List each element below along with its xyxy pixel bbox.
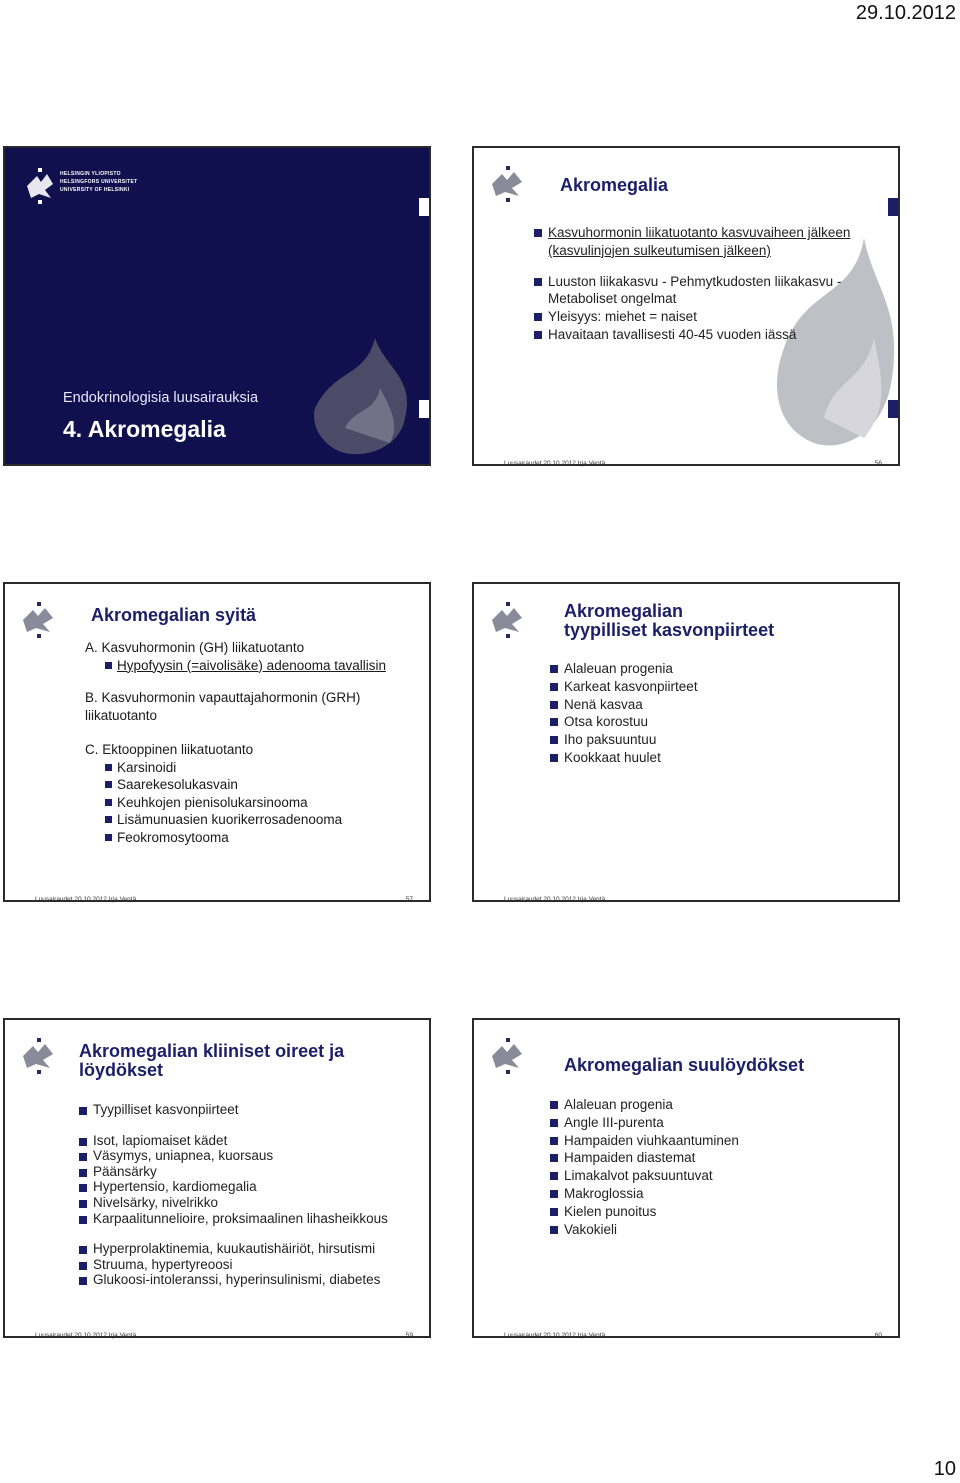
print-date: 29.10.2012 [855,2,956,24]
slide-title: Akromegalia [560,175,669,195]
university-logo-icon [488,602,528,638]
page-number: 10 [933,1458,956,1480]
icd-code: ICD10 = E22.0 [63,512,182,532]
list-item: Otsa korostuu [550,713,880,731]
list-item: Päänsärky [79,1164,424,1180]
university-logo-icon [488,1038,528,1074]
list-item: Tyypilliset kasvonpiirteet [79,1102,424,1118]
list-item: Keuhkojen pienisolukarsinooma [105,794,415,812]
list-item: Hypofyysin (=aivolisäke) adenooma tavallisin [105,657,415,675]
list-item: Hypertensio, kardiomegalia [79,1179,424,1195]
list-item: Lisämunuasien kuorikerrosadenooma [105,811,415,829]
section-a: A. Kasvuhormonin (GH) liikatuotanto Hypofyysin (=aivolisäke) adenooma tavallisin [85,639,415,674]
slide-title: Akromegalian suulöydökset [564,1055,805,1075]
list-item: Saarekesolukasvain [105,776,415,794]
list-item: Nenä kasvaa [550,696,880,714]
list-item: Kielen punoitus [550,1203,880,1221]
list-item: Kasvuhormonin liikatuotanto kasvuvaiheen jälkeen (kasvulinjojen sulkeutumisen jälkeen) [534,224,874,260]
slide-subtitle: Endokrinologisia luusairauksia [63,390,259,406]
slide-56: Akromegalia Kasvuhormonin liikatuotanto kasvuvaiheen jälkeen (kasvulinjojen sulkeutumisen jälkeen) Luuston liikakasvu - Pehmytkudosten liikakasvu - Metaboliset ongelmat Yleisyys: miehet = naiset Havaitaan tavallisesti 40-45 vuoden iässä Luusairaudet 20.10.2012 Irja Ventä 56 [472,146,900,466]
list-item: Luuston liikakasvu - Pehmytkudosten liikakasvu - Metaboliset ongelmat [534,273,874,309]
slide-main-title: 4. Akromegalia [63,416,226,442]
university-logo-icon [19,1038,59,1074]
slide-title: Akromegalian tyypilliset kasvonpiirteet [564,601,775,640]
list-item: Karkeat kasvonpiirteet [550,678,880,696]
slide-58: Akromegalian tyypilliset kasvonpiirteet Alaleuan progenia Karkeat kasvonpiirteet Nenä kasvaa Otsa korostuu Iho paksuuntuu Kookkaat huulet Luusairaudet 20.10.2012 Irja Ventä [472,582,900,902]
list-item: Kookkaat huulet [550,749,880,767]
list-item: Yleisyys: miehet = naiset [534,308,874,326]
slide-57: Akromegalian syitä A. Kasvuhormonin (GH) liikatuotanto Hypofyysin (=aivolisäke) adenooma tavallisin B. Kasvuhormonin vapauttajahormonin (GRH) liikatuotanto C. Ektooppinen liikatuotanto Karsinoidi Saarekesolukasvain Keuhkojen pienisolukarsinooma Lisämunuasien kuorikerrosadenooma Feokromosytooma Luusairaudet 20.10.2012 Irja Ventä 57 [3,582,431,902]
list-item: Nivelsärky, nivelrikko [79,1195,424,1211]
bullet-list [550,660,880,767]
list-item: Hyperprolaktinemia, kuukautishäiriöt, hirsutismi [79,1241,424,1257]
bullet-list [534,224,874,344]
bullet-list [550,1096,880,1238]
slide-title: Akromegalian syitä [91,605,257,625]
list-item: Iho paksuuntuu [550,731,880,749]
section-c: C. Ektooppinen liikatuotanto Karsinoidi Saarekesolukasvain Keuhkojen pienisolukarsinooma Lisämunuasien kuorikerrosadenooma Feokromosytooma [85,741,415,846]
list-item: Angle III-purenta [550,1114,880,1132]
list-item: Glukoosi-intoleranssi, hyperinsulinismi, diabetes [79,1272,424,1288]
university-logo-icon [23,168,59,204]
list-item: Vakokieli [550,1221,880,1239]
flame-watermark-icon [305,328,425,468]
list-item: Alaleuan progenia [550,660,880,678]
slide-60: Akromegalian suulöydökset Alaleuan progenia Angle III-purenta Hampaiden viuhkaantuminen Hampaiden diastemat Limakalvot paksuuntuvat Makroglossia Kielen punoitus Vakokieli Luusairaudet 20.10.2012 Irja Ventä 60 [472,1018,900,1338]
slide-title [3,146,431,532]
list-item: Karpaalitunnelioire, proksimaalinen lihasheikkous [79,1211,424,1227]
list-item: Makroglossia [550,1185,880,1203]
list-item: Karsinoidi [105,759,415,777]
university-logo-icon [488,166,528,202]
list-item: Alaleuan progenia [550,1096,880,1114]
university-logo-icon [19,602,59,638]
list-item: Struuma, hypertyreoosi [79,1257,424,1273]
list-item: Hampaiden diastemat [550,1149,880,1167]
slide-title: Akromegalian kliiniset oireet ja löydökset [79,1041,345,1080]
list-item: Isot, lapiomaiset kädet [79,1133,424,1149]
university-name: HELSINGIN YLIOPISTO HELSINGFORS UNIVERSITET UNIVERSITY OF HELSINKI [60,171,138,193]
bullet-list [79,1102,424,1288]
list-item: Limakalvot paksuuntuvat [550,1167,880,1185]
slide-59: Akromegalian kliiniset oireet ja löydökset Tyypilliset kasvonpiirteet Isot, lapiomaiset kädet Väsymys, uniapnea, kuorsaus Päänsärky Hypertensio, kardiomegalia Nivelsärky, nivelrikko Karpaalitunnelioire, proksimaalinen lihasheikkous Hyperprolaktinemia, kuukautishäiriöt, hirsutismi Struuma, hypertyreoosi Glukoosi-intoleranssi, hyperinsulinismi, diabetes Luusairaudet 20.10.2012 Irja Ventä 59 [3,1018,431,1338]
list-item: Feokromosytooma [105,829,415,847]
list-item: Havaitaan tavallisesti 40-45 vuoden iässä [534,326,874,344]
list-item: Hampaiden viuhkaantuminen [550,1132,880,1150]
section-b: B. Kasvuhormonin vapauttajahormonin (GRH) liikatuotanto [85,690,361,723]
list-item: Väsymys, uniapnea, kuorsaus [79,1148,424,1164]
